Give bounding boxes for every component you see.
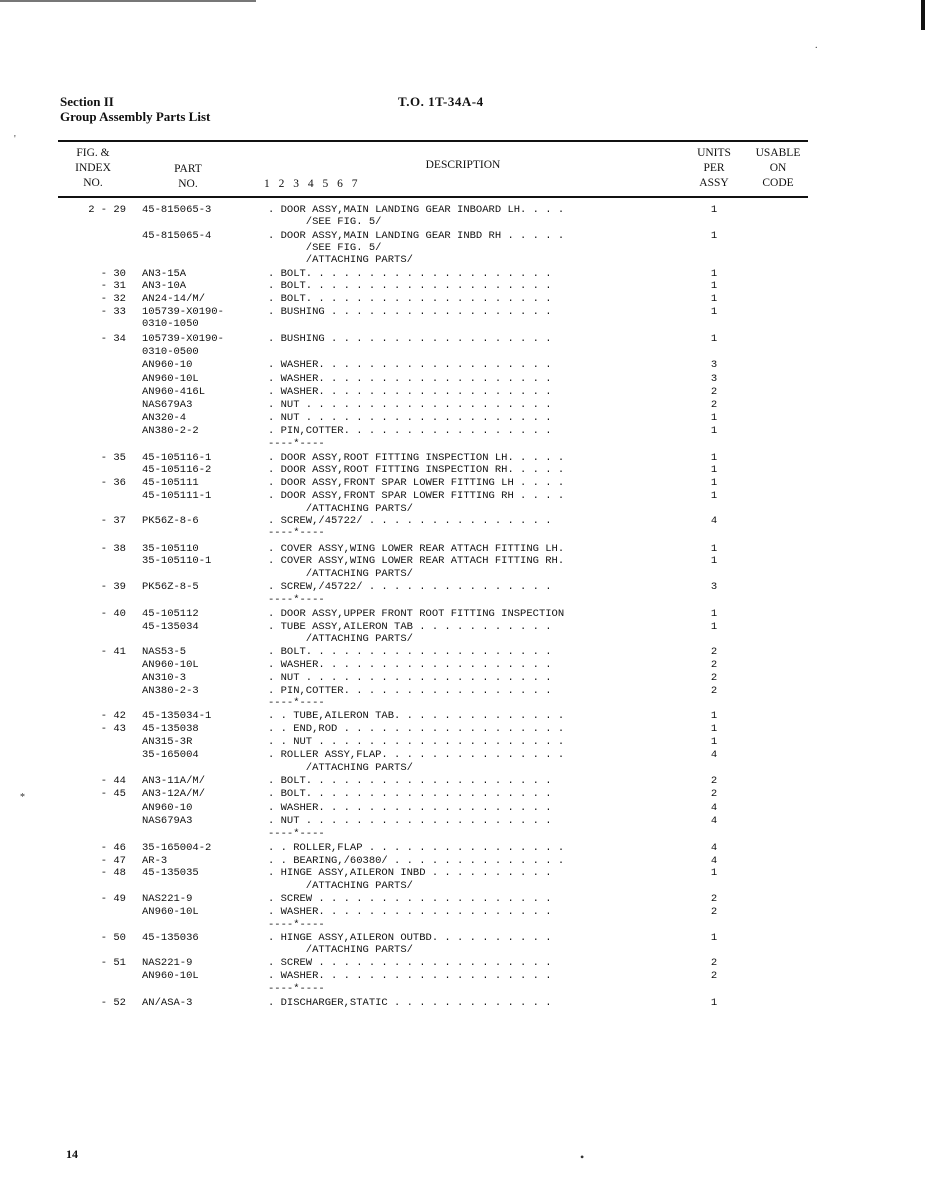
- row-part-number: 45-105111: [142, 477, 199, 489]
- row-description: . PIN,COTTER. . . . . . . . . . . . . . . . .: [268, 425, 552, 437]
- row-description: ----*----: [268, 983, 325, 995]
- row-index: [78, 736, 126, 749]
- row-units-per-assy: 2: [710, 906, 718, 918]
- row-index: [78, 880, 126, 893]
- row-description: . WASHER. . . . . . . . . . . . . . . . . . .: [268, 359, 552, 371]
- row-units-per-assy: [706, 318, 722, 331]
- row-part-number: 45-135035: [142, 867, 199, 879]
- row-index: [78, 828, 126, 841]
- row-description: ----*----: [268, 438, 325, 450]
- row-part-number: AN3-11A/M/: [142, 775, 206, 787]
- row-part-number: AN960-10: [142, 359, 193, 371]
- row-index: [78, 555, 126, 568]
- row-index: - 36: [100, 477, 126, 489]
- row-description: . NUT . . . . . . . . . . . . . . . . . . . .: [268, 399, 552, 411]
- row-units-per-assy: 4: [710, 842, 718, 854]
- row-units-per-assy: [706, 762, 722, 775]
- row-units-per-assy: [706, 944, 722, 957]
- scan-top-line: [0, 0, 256, 2]
- row-index: [78, 438, 126, 451]
- row-units-per-assy: 1: [710, 306, 718, 318]
- row-description: . BUSHING . . . . . . . . . . . . . . . . . .: [268, 333, 552, 345]
- row-units-per-assy: [706, 633, 722, 646]
- row-index: [78, 594, 126, 607]
- row-units-per-assy: 1: [710, 477, 718, 489]
- row-description: /ATTACHING PARTS/: [268, 880, 413, 892]
- page-number: 14: [66, 1147, 78, 1161]
- row-index: [78, 906, 126, 919]
- row-description: . WASHER. . . . . . . . . . . . . . . . . . .: [268, 802, 552, 814]
- row-units-per-assy: 3: [710, 373, 718, 385]
- row-part-number: AN960-10L: [142, 906, 199, 918]
- row-units-per-assy: 1: [710, 280, 718, 292]
- row-units-per-assy: [706, 346, 722, 359]
- row-units-per-assy: 2: [710, 775, 718, 787]
- col-part-line: NO.: [178, 178, 198, 190]
- row-index: - 31: [100, 280, 126, 292]
- row-units-per-assy: 1: [710, 293, 718, 305]
- row-units-per-assy: [706, 983, 722, 996]
- row-part-number: AN3-10A: [142, 280, 187, 292]
- col-usable: [742, 146, 814, 191]
- row-units-per-assy: 1: [710, 543, 718, 555]
- row-description: . WASHER. . . . . . . . . . . . . . . . . . .: [268, 906, 552, 918]
- row-units-per-assy: 3: [710, 359, 718, 371]
- row-units-per-assy: 2: [710, 646, 718, 658]
- row-part-number: 35-105110-1: [142, 555, 212, 567]
- row-part-number: 105739-X0190-: [142, 306, 224, 318]
- row-units-per-assy: 2: [710, 957, 718, 969]
- row-index: - 37: [100, 515, 126, 527]
- row-units-per-assy: [706, 527, 722, 540]
- row-part-number: AN3-15A: [142, 268, 187, 280]
- row-index: [78, 659, 126, 672]
- row-index: - 34: [100, 333, 126, 345]
- row-units-per-assy: 2: [710, 659, 718, 671]
- row-description: . DOOR ASSY,MAIN LANDING GEAR INBOARD LH. . . .: [268, 204, 565, 216]
- col-fig-index-line: FIG. &: [76, 147, 110, 159]
- row-index: - 35: [100, 452, 126, 464]
- row-description: /SEE FIG. 5/: [268, 242, 382, 254]
- row-index: [78, 216, 126, 229]
- row-part-number: AN380-2-2: [142, 425, 199, 437]
- row-units-per-assy: 1: [710, 204, 718, 216]
- row-part-number: 45-105116-2: [142, 464, 212, 476]
- row-description: . WASHER. . . . . . . . . . . . . . . . . . .: [268, 970, 552, 982]
- row-index: [78, 490, 126, 503]
- row-description: . ROLLER ASSY,FLAP. . . . . . . . . . . . . . .: [268, 749, 565, 761]
- row-part-number: NAS679A3: [142, 399, 193, 411]
- row-description: . DOOR ASSY,FRONT SPAR LOWER FITTING RH . . . .: [268, 490, 565, 502]
- row-index: - 32: [100, 293, 126, 305]
- row-units-per-assy: 1: [710, 268, 718, 280]
- row-units-per-assy: 1: [710, 867, 718, 879]
- row-part-number: AR-3: [142, 855, 168, 867]
- row-index: - 44: [100, 775, 126, 787]
- row-index: [78, 568, 126, 581]
- table-header-rule: [58, 196, 808, 198]
- row-units-per-assy: [706, 254, 722, 267]
- row-description: /ATTACHING PARTS/: [268, 254, 413, 266]
- row-units-per-assy: [706, 594, 722, 607]
- scan-speck: *: [20, 792, 25, 803]
- row-part-number: 45-105112: [142, 608, 199, 620]
- row-part-number: AN960-10L: [142, 373, 199, 385]
- row-part-number: 105739-X0190-: [142, 333, 224, 345]
- row-units-per-assy: [706, 828, 722, 841]
- row-part-number: 45-815065-3: [142, 204, 212, 216]
- section-subtitle: Group Assembly Parts List: [60, 109, 211, 124]
- row-units-per-assy: 4: [710, 855, 718, 867]
- row-units-per-assy: 1: [710, 736, 718, 748]
- row-description: . BOLT. . . . . . . . . . . . . . . . . . . .: [268, 280, 552, 292]
- row-description: . COVER ASSY,WING LOWER REAR ATTACH FITTING LH.: [268, 543, 565, 555]
- row-part-number: 45-135038: [142, 723, 199, 735]
- row-index: [78, 386, 126, 399]
- row-part-number: NAS679A3: [142, 815, 193, 827]
- row-units-per-assy: [706, 697, 722, 710]
- row-description: . DISCHARGER,STATIC . . . . . . . . . . . . .: [268, 997, 552, 1009]
- row-description: . TUBE ASSY,AILERON TAB . . . . . . . . . . .: [268, 621, 552, 633]
- row-description: . DOOR ASSY,ROOT FITTING INSPECTION RH. . . . .: [268, 464, 565, 476]
- col-part: [158, 162, 218, 192]
- row-units-per-assy: [706, 438, 722, 451]
- row-index: - 43: [100, 723, 126, 735]
- section-header: [60, 94, 210, 124]
- row-units-per-assy: 1: [710, 452, 718, 464]
- row-units-per-assy: 1: [710, 555, 718, 567]
- row-units-per-assy: 1: [710, 997, 718, 1009]
- row-units-per-assy: 1: [710, 932, 718, 944]
- row-description: /ATTACHING PARTS/: [268, 762, 413, 774]
- row-index: - 41: [100, 646, 126, 658]
- row-index: [78, 527, 126, 540]
- col-units-line: PER: [703, 162, 725, 174]
- row-index: [78, 802, 126, 815]
- col-usable-line: CODE: [762, 177, 794, 189]
- row-description: . . ROLLER,FLAP . . . . . . . . . . . . . . . .: [268, 842, 565, 854]
- row-part-number: 45-135034: [142, 621, 199, 633]
- row-description: . DOOR ASSY,FRONT SPAR LOWER FITTING LH . . . .: [268, 477, 565, 489]
- col-fig-index: [58, 146, 128, 191]
- row-units-per-assy: 1: [710, 608, 718, 620]
- row-units-per-assy: 1: [710, 333, 718, 345]
- row-description: . SCREW,/45722/ . . . . . . . . . . . . . . .: [268, 581, 552, 593]
- row-part-number: PK56Z-8-5: [142, 581, 199, 593]
- row-description: . DOOR ASSY,ROOT FITTING INSPECTION LH. . . . .: [268, 452, 565, 464]
- row-description: . WASHER. . . . . . . . . . . . . . . . . . .: [268, 373, 552, 385]
- row-index: - 48: [100, 867, 126, 879]
- col-indent-levels: 1 2 3 4 5 6 7: [264, 178, 361, 190]
- row-units-per-assy: 1: [710, 425, 718, 437]
- col-units-line: UNITS: [697, 147, 731, 159]
- row-units-per-assy: [706, 216, 722, 229]
- row-part-number: AN960-10L: [142, 970, 199, 982]
- row-description: /ATTACHING PARTS/: [268, 633, 413, 645]
- row-units-per-assy: 1: [710, 621, 718, 633]
- row-part-number: 45-105111-1: [142, 490, 212, 502]
- row-part-number: PK56Z-8-6: [142, 515, 199, 527]
- row-description: . SCREW . . . . . . . . . . . . . . . . . . .: [268, 893, 552, 905]
- row-description: . BOLT. . . . . . . . . . . . . . . . . . . .: [268, 788, 552, 800]
- row-index: [78, 412, 126, 425]
- row-description: . PIN,COTTER. . . . . . . . . . . . . . . . .: [268, 685, 552, 697]
- row-description: . HINGE ASSY,AILERON OUTBD. . . . . . . . . .: [268, 932, 552, 944]
- col-units: [676, 146, 752, 191]
- row-units-per-assy: 2: [710, 672, 718, 684]
- row-description: . WASHER. . . . . . . . . . . . . . . . . . .: [268, 659, 552, 671]
- row-index: [78, 697, 126, 710]
- row-index: - 47: [100, 855, 126, 867]
- row-index: [78, 944, 126, 957]
- row-units-per-assy: 2: [710, 685, 718, 697]
- row-part-number: AN960-416L: [142, 386, 206, 398]
- col-description: DESCRIPTION: [425, 159, 501, 171]
- table-top-rule: [58, 140, 808, 142]
- row-description: . HINGE ASSY,AILERON INBD . . . . . . . . . .: [268, 867, 552, 879]
- row-units-per-assy: 1: [710, 710, 718, 722]
- row-part-number: 35-165004: [142, 749, 199, 761]
- row-description: . NUT . . . . . . . . . . . . . . . . . . . .: [268, 672, 552, 684]
- row-units-per-assy: 4: [710, 749, 718, 761]
- row-part-number: NAS221-9: [142, 893, 193, 905]
- row-description: . BOLT. . . . . . . . . . . . . . . . . . . .: [268, 293, 552, 305]
- row-index: [78, 970, 126, 983]
- row-description: . BOLT. . . . . . . . . . . . . . . . . . . .: [268, 646, 552, 658]
- row-description: ----*----: [268, 527, 325, 539]
- row-units-per-assy: 4: [710, 815, 718, 827]
- row-index: - 45: [100, 788, 126, 800]
- row-part-number: 45-815065-4: [142, 230, 212, 242]
- row-part-number: AN3-12A/M/: [142, 788, 206, 800]
- row-description: . NUT . . . . . . . . . . . . . . . . . . . .: [268, 412, 552, 424]
- scan-edge-mark: [921, 0, 925, 30]
- row-description: . . BEARING,/60380/ . . . . . . . . . . . . . .: [268, 855, 565, 867]
- row-units-per-assy: [706, 919, 722, 932]
- row-index: - 40: [100, 608, 126, 620]
- row-index: [78, 762, 126, 775]
- row-units-per-assy: 2: [710, 970, 718, 982]
- row-index: - 33: [100, 306, 126, 318]
- row-index: - 50: [100, 932, 126, 944]
- col-usable-line: ON: [769, 162, 787, 174]
- to-number: T.O. 1T-34A-4: [398, 94, 484, 109]
- row-part-number: 35-165004-2: [142, 842, 212, 854]
- row-description: . BOLT. . . . . . . . . . . . . . . . . . . .: [268, 268, 552, 280]
- row-units-per-assy: 2: [710, 788, 718, 800]
- row-index: - 38: [100, 543, 126, 555]
- row-units-per-assy: 2: [710, 386, 718, 398]
- row-description: ----*----: [268, 919, 325, 931]
- row-part-number: 0310-1050: [142, 318, 199, 330]
- row-units-per-assy: 1: [710, 230, 718, 242]
- row-index: [78, 318, 126, 331]
- row-description: . . TUBE,AILERON TAB. . . . . . . . . . . . . .: [268, 710, 565, 722]
- row-part-number: AN320-4: [142, 412, 187, 424]
- row-index: - 42: [100, 710, 126, 722]
- row-description: . NUT . . . . . . . . . . . . . . . . . . . .: [268, 815, 552, 827]
- row-index: [78, 464, 126, 477]
- col-units-line: ASSY: [699, 177, 729, 189]
- row-description: . DOOR ASSY,UPPER FRONT ROOT FITTING INSPECTION: [268, 608, 565, 620]
- row-description: /ATTACHING PARTS/: [268, 944, 413, 956]
- column-headers: [58, 146, 808, 194]
- row-part-number: NAS221-9: [142, 957, 193, 969]
- row-index: [78, 359, 126, 372]
- row-part-number: AN960-10: [142, 802, 193, 814]
- col-part-line: PART: [174, 163, 202, 175]
- row-description: . . NUT . . . . . . . . . . . . . . . . . . . .: [268, 736, 565, 748]
- col-fig-index-line: INDEX: [75, 162, 111, 174]
- row-index: [78, 672, 126, 685]
- row-description: . BUSHING . . . . . . . . . . . . . . . . . .: [268, 306, 552, 318]
- row-part-number: AN24-14/M/: [142, 293, 206, 305]
- row-description: . . END,ROD . . . . . . . . . . . . . . . . . .: [268, 723, 565, 735]
- row-units-per-assy: 2: [710, 399, 718, 411]
- row-index: [78, 425, 126, 438]
- row-description: ----*----: [268, 697, 325, 709]
- row-units-per-assy: 4: [710, 515, 718, 527]
- row-description: /SEE FIG. 5/: [268, 216, 382, 228]
- row-index: - 49: [100, 893, 126, 905]
- col-fig-index-line: NO.: [83, 177, 103, 189]
- scan-speck: •: [580, 1150, 585, 1164]
- row-units-per-assy: [706, 568, 722, 581]
- row-index: - 52: [100, 997, 126, 1009]
- row-part-number: NAS53-5: [142, 646, 187, 658]
- row-part-number: 45-105116-1: [142, 452, 212, 464]
- row-part-number: 45-135034-1: [142, 710, 212, 722]
- row-description: . COVER ASSY,WING LOWER REAR ATTACH FITTING RH.: [268, 555, 565, 567]
- col-usable-line: USABLE: [755, 147, 801, 159]
- row-units-per-assy: 3: [710, 581, 718, 593]
- row-index: 2 - 29: [88, 204, 126, 216]
- row-units-per-assy: 2: [710, 893, 718, 905]
- row-part-number: AN315-3R: [142, 736, 193, 748]
- row-units-per-assy: 4: [710, 802, 718, 814]
- scan-speck: .: [815, 40, 818, 51]
- row-index: - 51: [100, 957, 126, 969]
- row-index: [78, 373, 126, 386]
- section-title: Section II: [60, 94, 114, 109]
- row-description: ----*----: [268, 828, 325, 840]
- row-description: ----*----: [268, 594, 325, 606]
- row-part-number: AN/ASA-3: [142, 997, 193, 1009]
- row-units-per-assy: 1: [710, 723, 718, 735]
- row-index: - 39: [100, 581, 126, 593]
- scan-speck: ': [14, 134, 16, 145]
- row-description: . DOOR ASSY,MAIN LANDING GEAR INBD RH . . . . .: [268, 230, 565, 242]
- row-index: [78, 983, 126, 996]
- row-units-per-assy: 1: [710, 464, 718, 476]
- row-units-per-assy: 1: [710, 490, 718, 502]
- row-description: . SCREW,/45722/ . . . . . . . . . . . . . . .: [268, 515, 552, 527]
- row-index: [78, 919, 126, 932]
- row-description: /ATTACHING PARTS/: [268, 503, 413, 515]
- row-index: - 30: [100, 268, 126, 280]
- row-part-number: AN380-2-3: [142, 685, 199, 697]
- row-part-number: 35-105110: [142, 543, 199, 555]
- row-index: [78, 399, 126, 412]
- row-index: [78, 346, 126, 359]
- row-description: /ATTACHING PARTS/: [268, 568, 413, 580]
- row-description: . BOLT. . . . . . . . . . . . . . . . . . . .: [268, 775, 552, 787]
- row-index: - 46: [100, 842, 126, 854]
- row-part-number: AN310-3: [142, 672, 187, 684]
- row-part-number: AN960-10L: [142, 659, 199, 671]
- row-units-per-assy: [706, 880, 722, 893]
- row-description: . WASHER. . . . . . . . . . . . . . . . . . .: [268, 386, 552, 398]
- row-part-number: 0310-0500: [142, 346, 199, 358]
- row-description: . SCREW . . . . . . . . . . . . . . . . . . .: [268, 957, 552, 969]
- row-index: [78, 815, 126, 828]
- row-part-number: 45-135036: [142, 932, 199, 944]
- row-index: [78, 749, 126, 762]
- row-units-per-assy: 1: [710, 412, 718, 424]
- row-index: [78, 254, 126, 267]
- row-index: [78, 633, 126, 646]
